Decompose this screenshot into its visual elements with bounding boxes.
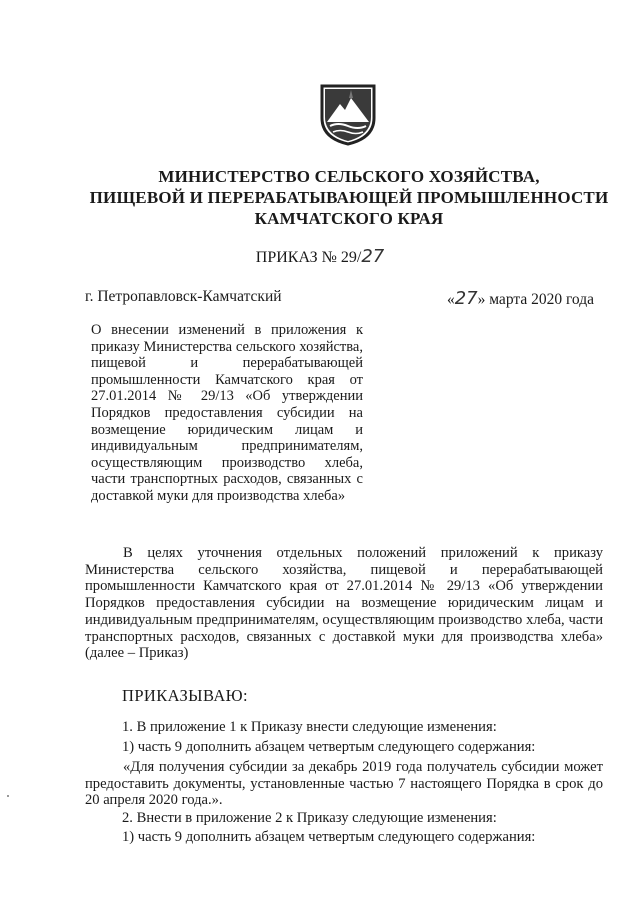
date-quote-open: « <box>446 291 455 308</box>
date-rest: » марта 2020 года <box>477 291 594 308</box>
item-1-quote: «Для получения субсидии за декабрь 2019 года получатель субсидии может предоставить документы, установленные частью 7 настоящего Порядка в срок до 20 апреля 2020 года.». <box>85 759 603 809</box>
order-title <box>0 246 640 267</box>
ministry-line-3: КАМЧАТСКОГО КРАЯ <box>254 209 444 228</box>
city: г. Петропавловск-Камчатский <box>85 288 282 305</box>
ministry-line-1: МИНИСТЕРСТВО СЕЛЬСКОГО ХОЗЯЙСТВА, <box>158 167 540 186</box>
kamchatka-emblem-icon <box>318 82 378 146</box>
ministry-title <box>80 166 618 229</box>
order-subject: О внесении изменений в приложения к приказу Министерства сельского хозяйства, пищевой и перерабатывающей промышленности Камчатского края от 27.01.2014 № 29/13 «Об утверждении Порядков предоставления субсидии на возмещение юридическим лицам и индивидуальным предпринимателям, осуществляющим производство хлеба, части транспортных расходов, связанных с доставкой муки для производства хлеба» <box>91 322 363 504</box>
order-label: ПРИКАЗ № 29/ <box>255 249 362 266</box>
order-date <box>447 288 594 309</box>
item-2: 2. Внести в приложение 2 к Приказу следующие изменения: <box>122 810 497 826</box>
scan-speck <box>7 795 9 797</box>
order-number-handwritten: 27 <box>361 246 385 267</box>
ministry-line-2: ПИЩЕВОЙ И ПЕРЕРАБАТЫВАЮЩЕЙ ПРОМЫШЛЕННОСТИ <box>89 188 609 207</box>
preamble-paragraph: В целях уточнения отдельных положений приложений к приказу Министерства сельского хозяйства, пищевой и перерабатывающей промышленности Камчатского края от 27.01.2014 № 29/13 «Об утверждении Порядков предоставления субсидии на возмещение юридическим лицам и индивидуальным предпринимателям, осуществляющим производство хлеба, части транспортных расходов, связанных с доставкой муки для производства хлеба» (далее – Приказ) <box>85 545 603 662</box>
item-1: 1. В приложение 1 к Приказу внести следующие изменения: <box>122 719 497 735</box>
item-1-sub-1: 1) часть 9 дополнить абзацем четвертым следующего содержания: <box>122 739 536 755</box>
date-day-handwritten: 27 <box>454 288 478 309</box>
item-2-sub-1: 1) часть 9 дополнить абзацем четвертым следующего содержания: <box>122 829 536 845</box>
order-decree-word: ПРИКАЗЫВАЮ: <box>122 686 248 705</box>
